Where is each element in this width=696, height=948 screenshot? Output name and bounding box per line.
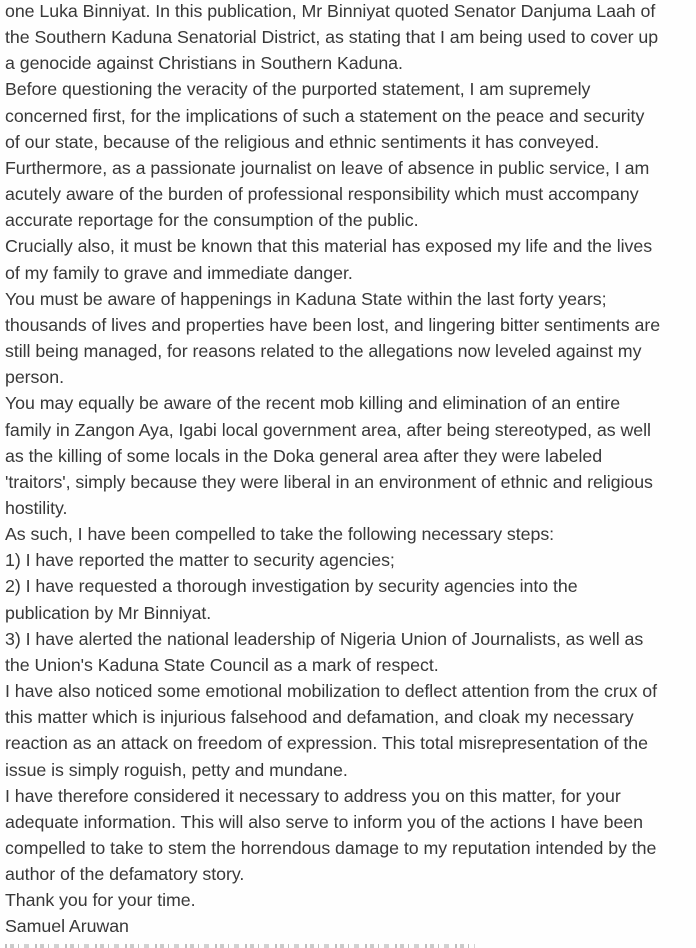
text-line: person. [5, 367, 64, 388]
text-line: Before questioning the veracity of the purported statement, I am supremely [5, 79, 591, 100]
text-line: 3) I have alerted the national leadership of Nigeria Union of Journalists, as well as [5, 628, 644, 649]
text-line: of my family to grave and immediate danger. [5, 262, 353, 283]
text-line: the Union's Kaduna State Council as a mark of respect. [5, 654, 439, 675]
paragraph [5, 887, 690, 913]
text-line: still being managed, for reasons related to the allegations now leveled against my [5, 341, 642, 362]
text-line: I have also noticed some emotional mobilization to deflect attention from the crux of [5, 681, 658, 702]
paragraph [5, 521, 690, 547]
text-line: the Southern Kaduna Senatorial District, as stating that I am being used to cover up [5, 27, 659, 48]
text-line: I have therefore considered it necessary to address you on this matter, for your [5, 785, 621, 806]
text-line: publication by Mr Binniyat. [5, 602, 212, 623]
text-line: of our state, because of the religious and ethnic sentiments it has conveyed. [5, 131, 600, 152]
text-line: reaction as an attack on freedom of expression. This total misrepresentation of the [5, 733, 648, 754]
text-line: as the killing of some locals in the Doka general area after they were labeled [5, 445, 603, 466]
text-line: Samuel Aruwan [5, 916, 129, 937]
paragraph [5, 547, 690, 573]
text-line: one Luka Binniyat. In this publication, Mr Binniyat quoted Senator Danjuma Laah of [5, 1, 656, 21]
text-line: 2) I have requested a thorough investigation by security agencies into the [5, 576, 578, 597]
paragraph [5, 390, 690, 521]
document-body [5, 0, 690, 940]
text-line: hostility. [5, 497, 68, 518]
paragraph [5, 0, 690, 76]
text-line: You may equally be aware of the recent mob killing and elimination of an entire [5, 393, 621, 414]
paragraph [5, 783, 690, 888]
text-line: a genocide against Christians in Southern Kaduna. [5, 53, 403, 74]
text-line: concerned first, for the implications of such a statement on the peace and security [5, 105, 645, 126]
paragraph [5, 913, 690, 939]
text-line: 1) I have reported the matter to security agencies; [5, 550, 395, 571]
paragraph [5, 286, 690, 391]
text-line: this matter which is injurious falsehood and defamation, and cloak my necessary [5, 707, 634, 728]
text-line: compelled to take to stem the horrendous damage to my reputation intended by the [5, 838, 657, 858]
clipped-text-line [5, 944, 475, 948]
text-line: thousands of lives and properties have been lost, and lingering bitter sentiments are [5, 314, 661, 335]
text-line: As such, I have been compelled to take the following necessary steps: [5, 524, 555, 545]
text-line: family in Zangon Aya, Igabi local government area, after being stereotyped, as well [5, 419, 651, 440]
text-line: You must be aware of happenings in Kaduna State within the last forty years; [5, 288, 607, 309]
paragraph [5, 76, 690, 154]
text-line: issue is simply roguish, petty and mundane. [5, 759, 348, 780]
text-line: Crucially also, it must be known that this material has exposed my life and the lives [5, 236, 653, 257]
paragraph [5, 573, 690, 625]
text-line: author of the defamatory story. [5, 864, 245, 885]
text-line: 'traitors', simply because they were liberal in an environment of ethnic and religious [5, 471, 653, 492]
text-line: adequate information. This will also serve to inform you of the actions I have been [5, 811, 643, 832]
text-line: Furthermore, as a passionate journalist on leave of absence in public service, I am [5, 157, 650, 178]
text-line: accurate reportage for the consumption of the public. [5, 210, 419, 231]
paragraph [5, 155, 690, 233]
paragraph [5, 678, 690, 783]
paragraph [5, 233, 690, 285]
text-line: Thank you for your time. [5, 890, 196, 911]
text-line: acutely aware of the burden of professional responsibility which must accompany [5, 184, 639, 205]
paragraph [5, 626, 690, 678]
